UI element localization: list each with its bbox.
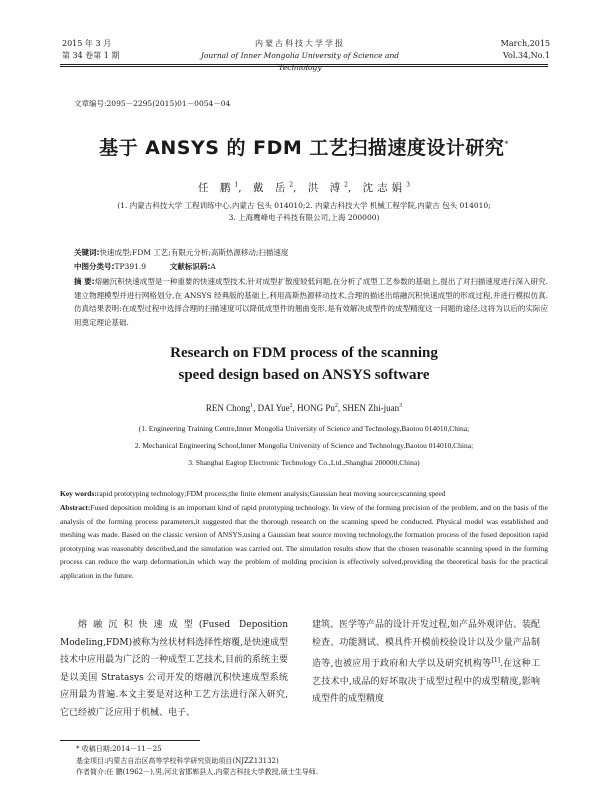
journal-name-cn: 内蒙古科技大学学报: [255, 39, 345, 48]
volume-number: 第 34 卷第 1 期: [62, 51, 120, 60]
author-name-en: HONG Pu: [297, 403, 335, 413]
keywords-cn: [74, 247, 548, 259]
paper-title-cn-text: 基于 ANSYS 的 FDM 工艺扫描速度设计研究: [99, 137, 505, 159]
keywords-en: [60, 487, 548, 501]
keywords-cn-label: 关键词:: [74, 248, 100, 257]
doc-code-label: 文献标识码:: [169, 262, 211, 271]
author-affil-mark: 1: [250, 403, 254, 409]
author-list-en: REN Chong$^1$, DAI Yue$^2$, HONG Pu$^2$, SHEN Zhi-juan$^3$: [205, 403, 403, 413]
paper-title-en: [60, 342, 548, 386]
abstract-cn-label: 摘 要:: [74, 277, 95, 286]
affiliation-en-line1: (1. Engineering Training Centre,Inner Mongolia University of Science and Technology,Baotou 014010,China;: [138, 424, 470, 433]
volume-number-en: Vol.34,No.1: [503, 51, 550, 60]
author-name-en: REN Chong: [205, 403, 251, 413]
author-name: 沈志娟: [362, 182, 407, 194]
issue-date: 2015 年 3 月: [62, 39, 112, 48]
journal-issue-info: [62, 38, 119, 62]
footnote-author: 作者简介:任 鹏(1962－),男,河北省邯郸县人,内蒙古科技大学教授,硕士生导师.: [76, 768, 318, 776]
clc-label: 中图分类号:: [74, 262, 115, 271]
doc-code-value: A: [210, 262, 216, 271]
paper-title-cn: [60, 133, 548, 160]
author-affil-mark: 2: [334, 403, 338, 409]
paper-title-en-line1: Research on FDM process of the scanning: [170, 345, 438, 361]
body-text-right-column: [312, 617, 540, 709]
body-text-left-column: 熔融沉积快速成型(Fused Deposition Modeling,FDM)被称为丝状材料选择性熔覆,是快速成型技术中应用最为广泛的一种成型工艺技术,目前的系统主要是以美国 Stratasys 公司开发的熔融沉积快速成型系统应用最为普遍.本文主要是对这种工艺方法进行深入研究,它已经被广泛应用于机械、电子、: [60, 620, 288, 718]
footnote-rule: [60, 740, 200, 741]
abstract-en: [60, 501, 548, 582]
title-footnote-mark: *: [504, 139, 509, 149]
author-name-en: DAI Yue: [257, 403, 290, 413]
author-affil-mark: 2: [344, 181, 348, 189]
affiliation-cn-line2: 3. 上海鹰峰电子科技有限公司,上海 200000): [228, 213, 380, 222]
body-text-right-part1: 建筑、医学等产品的设计开发过程,如产品外观评估、装配检查、功能测试、模具件开模前校验设计以及少量产品制造等,也被应用于政府和大学以及研究机构等: [312, 620, 540, 669]
author-list-cn: 任 鹏$^1$, 戴 岳$^2$, 洪 溥$^2$, 沈志娟$^3$: [198, 181, 410, 194]
affiliation-en-line3: 3. Shanghai Eagtop Electronic Technology Co.,Ltd.,Shanghai 200000,China): [188, 458, 420, 467]
journal-issue-info-en: [501, 38, 550, 62]
footnote-fund: 基金项目:内蒙古自治区高等学校科学研究资助项目(NJZZ13132): [76, 756, 279, 765]
citation-mark: [1]: [491, 657, 500, 664]
classification-line: [74, 261, 548, 273]
paper-title-en-line2: speed design based on ANSYS software: [178, 367, 430, 383]
journal-name-en: Journal of Inner Mongolia University of Science and Technology: [200, 51, 400, 72]
author-affil-mark: 2: [289, 403, 293, 409]
clc-value: TP391.9: [114, 262, 147, 271]
abstract-cn-text: 熔融沉积快速成型是一种重要的快速成型技术,针对成型扩散度较低问题,在分析了成型工艺参数的基础上,提出了对扫描速度进行深入研究.建立物理模型并进行网格划分,在 ANSYS 经典版的基础上,利用高斯热源移动技术,合理的描述出熔融沉积快速成型的形成过程,并进行模拟仿真.仿真结果表明:在成型过程中选择合理的扫描速度可以降低成型件的翘曲变形,是有效解决成型件的成型精度这一问题的途径,这将为以后的实际应用奠定理论基础.: [74, 277, 548, 327]
abstract-cn: [74, 275, 548, 329]
author-affil-mark: 1: [234, 181, 239, 189]
journal-name: [180, 38, 420, 74]
author-affil-mark: 3: [399, 403, 403, 409]
keywords-en-label: Key words:: [60, 489, 97, 498]
abstract-en-label: Abstract:: [60, 503, 91, 512]
header-rule-double: [60, 66, 548, 67]
header-rule: [60, 64, 548, 65]
abstract-en-text: Fused deposition molding is an important kind of rapid prototyping technology. In view of the forming precision of the problem, and on the basis of the analysis of the forming process parameters,it suggested that the thorough research on the scanning speed be conducted. Physical model was established and meshing was made. Based on the classic version of ANSYS,using a Gaussian heat source moving technology,the formation process of the fused deposition rapid prototyping was reasonably described,and the simulation was carried out. The simulation results show that the chosen reasonable scanning speed in the forming process can reduce the warp deformation,in which way the problem of molding precision is effectively solved,providing the theoretical basis for the practical application in the future.: [60, 503, 548, 580]
issue-date-en: March,2015: [500, 39, 550, 48]
author-name: 洪 溥: [307, 182, 345, 194]
keywords-cn-text: 快速成型;FDM 工艺;有限元分析;高斯热源移动;扫描速度: [99, 248, 289, 257]
keywords-en-text: rapid prototyping technology;FDM process;the finite element analysis;Gaussian heat moving source;scanning speed: [96, 489, 446, 498]
author-affil-mark: 3: [406, 181, 410, 189]
article-number: 文章编号:2095－2295(2015)01－0054－04: [74, 99, 231, 108]
author-name: 任 鹏: [198, 182, 235, 194]
author-name-en: SHEN Zhi-juan: [342, 403, 400, 413]
footnote-received: * 收稿日期:2014－11－25: [76, 745, 162, 753]
affiliation-en-line2: 2. Mechanical Engineering School,Inner Mongolia University of Science and Technology,Baotou 014010,China;: [134, 441, 474, 450]
affiliation-cn-line1: (1. 内蒙古科技大学 工程训练中心,内蒙古 包头 014010;2. 内蒙古科技大学 机械工程学院,内蒙古 包头 014010;: [117, 201, 491, 210]
body-text-right-part2: .在这种工艺技术中,成品的好坏取决于成型过程中的成型精度,影响成型件的成型精度: [312, 659, 540, 704]
footnotes: [60, 744, 548, 779]
author-affil-mark: 2: [289, 181, 294, 189]
author-name: 戴 岳: [252, 182, 290, 194]
